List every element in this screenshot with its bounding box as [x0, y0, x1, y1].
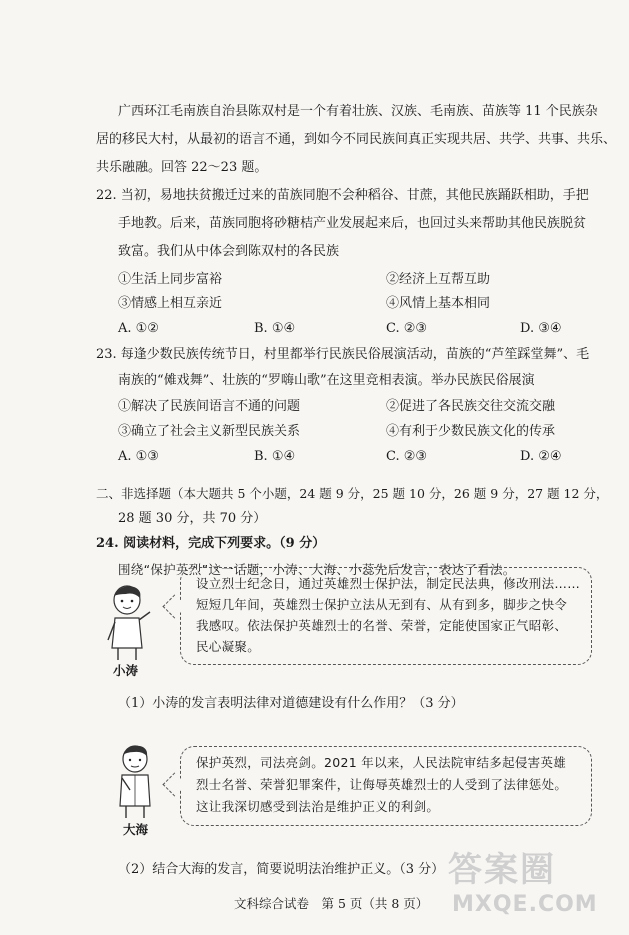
q22-line-2: 手地教。后来，苗族同胞将砂糖桔产业发展起来后，也回过头来帮助其他民族脱贫	[118, 216, 587, 231]
q23-option-3: ③确立了社会主义新型民族关系	[118, 424, 301, 439]
q23-option-1: ①解决了民族间语言不通的问题	[118, 399, 301, 414]
q22-line-1: 22. 当初，易地扶贫搬迁过来的苗族同胞不会种稻谷、甘蔗，其他民族踊跃相助，手把	[96, 188, 589, 203]
dahai-line-1: 保护英烈，司法亮剑。2021 年以来，人民法院审结多起侵害英雄	[196, 755, 567, 770]
dahai-avatar	[110, 742, 160, 818]
dahai-line-2: 烈士名誉、荣誉犯罪案件，让侮辱英雄烈士的人受到了法律惩处。	[196, 777, 568, 792]
dahai-name: 大海	[123, 822, 149, 837]
xiaotao-line-4: 民心凝聚。	[196, 639, 261, 654]
q23-choice-d: D. ②④	[520, 449, 562, 464]
q22-option-1: ①生活上同步富裕	[118, 272, 223, 287]
q22-choice-b: B. ①④	[254, 321, 296, 336]
intro-line-1: 广西环江毛南族自治县陈双村是一个有着壮族、汉族、毛南族、苗族等 11 个民族杂	[118, 104, 598, 119]
q23-choice-c: C. ②③	[386, 449, 428, 464]
q24-intro: 围绕“保护英烈”这一话题，小涛、大海、小蕊先后发言，表达了看法。	[118, 562, 516, 577]
q23-choice-a: A. ①③	[118, 449, 159, 464]
q22-choice-d: D. ③④	[520, 321, 562, 336]
dahai-line-3: 这让我深切感受到法治是维护正义的利剑。	[196, 799, 440, 814]
q23-option-2: ②促进了各民族交往交流交融	[386, 399, 556, 414]
xiaotao-name: 小涛	[113, 663, 139, 678]
q23-choice-b: B. ①④	[254, 449, 296, 464]
xiaotao-avatar	[100, 582, 154, 660]
q24-sub-question-1: （1）小涛的发言表明法律对道德建设有什么作用？（3 分）	[118, 696, 464, 711]
intro-line-2: 居的移民大村，从最初的语言不通，到如今不同民族间真正实现共居、共学、共事、共乐、	[96, 132, 617, 147]
watermark-site: MXQE.COM	[452, 892, 598, 917]
q22-choice-c: C. ②③	[386, 321, 428, 336]
xiaotao-line-1: 设立烈士纪念日，通过英雄烈士保护法，制定民法典，修改刑法……	[196, 576, 581, 591]
page-footer: 文科综合试卷 第 5 页（共 8 页）	[234, 896, 429, 911]
q22-line-3: 致富。我们从中体会到陈双村的各民族	[118, 244, 340, 259]
q24-sub-question-2: （2）结合大海的发言，简要说明法治维护正义。（3 分）	[118, 862, 445, 877]
q23-line-1: 23. 每逢少数民族传统节日，村里都举行民族民俗展演活动，苗族的“芦笙踩堂舞”、毛	[96, 347, 590, 362]
q24-title: 24. 阅读材料，完成下列要求。（9 分）	[96, 536, 326, 551]
intro-line-3: 共乐融融。回答 22～23 题。	[96, 160, 268, 175]
q23-option-4: ④有利于少数民族文化的传承	[386, 424, 556, 439]
q22-option-3: ③情感上相互亲近	[118, 296, 223, 311]
q22-option-2: ②经济上互帮互助	[386, 272, 491, 287]
xiaotao-line-3: 我感叹。依法保护英雄烈士的名誉、荣誉，定能使国家正气昭彰、	[196, 618, 568, 633]
q22-choice-a: A. ①②	[118, 321, 159, 336]
q23-line-2: 南族的“傩戏舞”、壮族的“罗嗨山歌”在这里竞相表演。举办民族民俗展演	[118, 373, 535, 388]
section2-line-2: 28 题 30 分，共 70 分）	[118, 511, 267, 526]
watermark-logo: 答案圈	[448, 850, 556, 890]
xiaotao-line-2: 短短几年间，英雄烈士保护立法从无到有、从有到多，脚步之快令	[196, 597, 568, 612]
section2-line-1: 二、非选择题（本大题共 5 个小题，24 题 9 分，25 题 10 分，26 题 9 分，27 题 12 分，	[96, 486, 609, 501]
q22-option-4: ④风情上基本相同	[386, 296, 491, 311]
